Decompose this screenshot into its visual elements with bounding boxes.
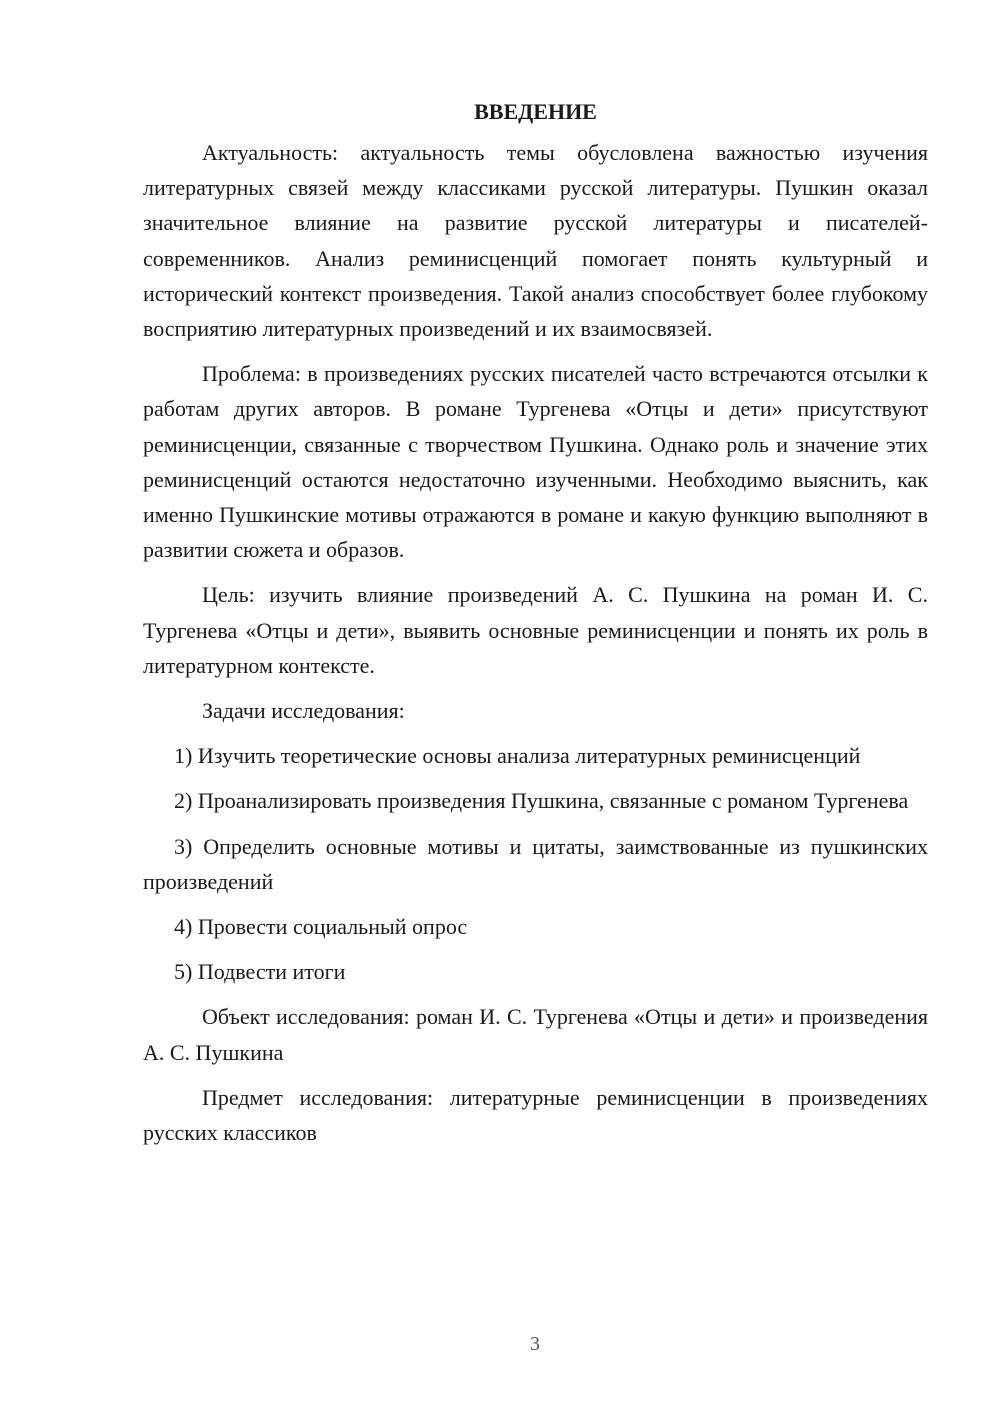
section-title: ВВЕДЕНИЕ [474, 99, 597, 124]
task-item-2: 2) Проанализировать произведения Пушкина, связанные с романом Тургенева [174, 788, 909, 814]
task-item-5: 5) Подвести итоги [174, 959, 346, 985]
task-item-4: 4) Провести социальный опрос [174, 914, 468, 940]
task-item-1: 1) Изучить теоретические основы анализа литературных реминисценций [174, 743, 861, 769]
paragraph-relevance: Актуальность: актуальность темы обусловлена важностью изучения литературных связей между классиками русской литературы. Пушкин оказал значительное влияние на развитие русской литературы и писателей-современников. Анализ реминисценций помогает понять культурный и исторический контекст произведения. Такой анализ способствует более глубокому восприятию литературных произведений и их взаимосвязей. [143, 140, 928, 342]
paragraph-object: Объект исследования: роман И. С. Тургенева «Отцы и дети» и произведения А. С. Пушкина [143, 1004, 928, 1065]
document-page [143, 90, 928, 1150]
task-item-3: 3) Определить основные мотивы и цитаты, заимствованные из пушкинских произведений [143, 833, 928, 894]
paragraph-problem: Проблема: в произведениях русских писателей часто встречаются отсылки к работам других авторов. В романе Тургенева «Отцы и дети» присутствуют реминисценции, связанные с творчеством Пушкина. Однако роль и значение этих реминисценций остаются недостаточно изученными. Необходимо выяснить, как именно Пушкинские мотивы отражаются в романе и какую функцию выполняют в развитии сюжета и образов. [143, 361, 928, 563]
tasks-heading: Задачи исследования: [202, 698, 405, 724]
paragraph-goal: Цель: изучить влияние произведений А. С. Пушкина на роман И. С. Тургенева «Отцы и дети», выявить основные реминисценции и понять их роль в литературном контексте. [143, 582, 928, 678]
paragraph-subject: Предмет исследования: литературные реминисценции в произведениях русских классиков [143, 1084, 928, 1146]
page-number: 3 [530, 1333, 540, 1355]
